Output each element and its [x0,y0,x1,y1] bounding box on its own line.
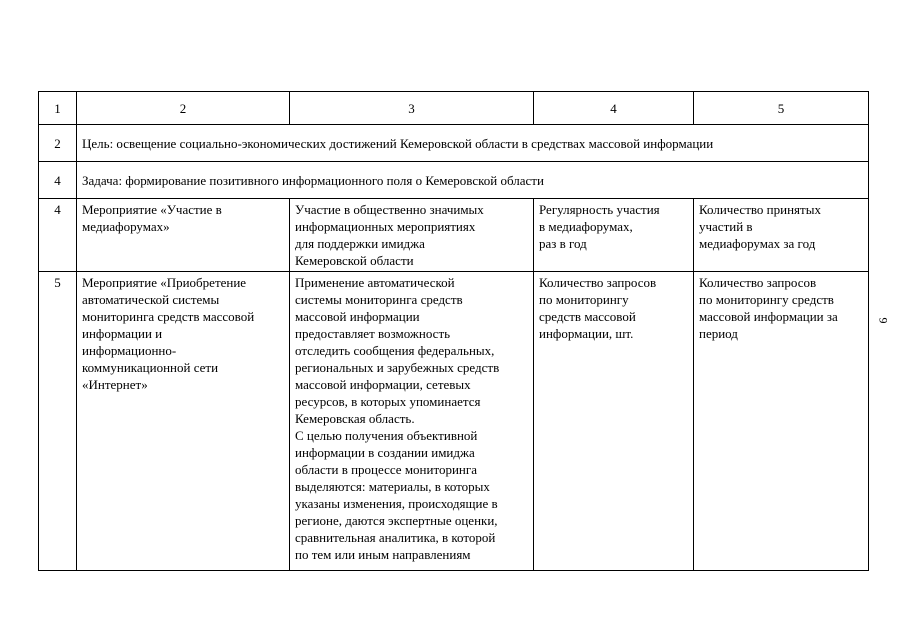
task-row [39,162,869,199]
event-name: Мероприятие «Приобретение автоматической системы мониторинга средств массовой информации и информационно- коммуникационной сети «Интернет» [82,275,255,392]
header-cell-1: 1 [39,92,77,125]
event-description: Применение автоматической системы мониторинга средств массовой информации предоставляет возможность отследить сообщения федеральных, региональных и зарубежных средств массовой информации, сетевых ресурсов, в которых упоминается Кемеровская область. С целью получения объективной информации в создании имиджа области в процессе мониторинга выделяются: материалы, в которых указаны изменения, происходящие в регионе, даются экспертные оценки, сравнительная аналитика, в которой по тем или иным направлениям [295,275,500,562]
row-number: 5 [39,272,77,571]
indicators-table [38,91,869,571]
row-number: 4 [39,199,77,272]
row-number: 4 [39,162,77,199]
event-description: Участие в общественно значимых информационных мероприятиях для поддержки имиджа Кемеровской области [295,202,484,268]
indicator-name: Количество запросов по мониторингу средств массовой информации, шт. [539,275,657,341]
header-cell-3: 3 [290,92,534,125]
task-text: Задача: формирование позитивного информационного поля о Кемеровской области [77,162,869,199]
header-cell-2: 2 [77,92,290,125]
indicator-method: Количество принятых участий в медиафорумах за год [699,202,821,251]
event-name: Мероприятие «Участие в медиафорумах» [82,202,222,234]
indicator-name: Регулярность участия в медиафорумах, раз в год [539,202,660,251]
goal-row [39,125,869,162]
header-cell-4: 4 [534,92,694,125]
page-number: 9 [876,317,891,324]
goal-text: Цель: освещение социально-экономических достижений Кемеровской области в средствах массовой информации [77,125,869,162]
table-row [39,199,869,272]
row-number: 2 [39,125,77,162]
table-row [39,272,869,571]
indicator-method: Количество запросов по мониторингу средств массовой информации за период [699,275,838,341]
header-row [39,92,869,125]
header-cell-5: 5 [694,92,869,125]
